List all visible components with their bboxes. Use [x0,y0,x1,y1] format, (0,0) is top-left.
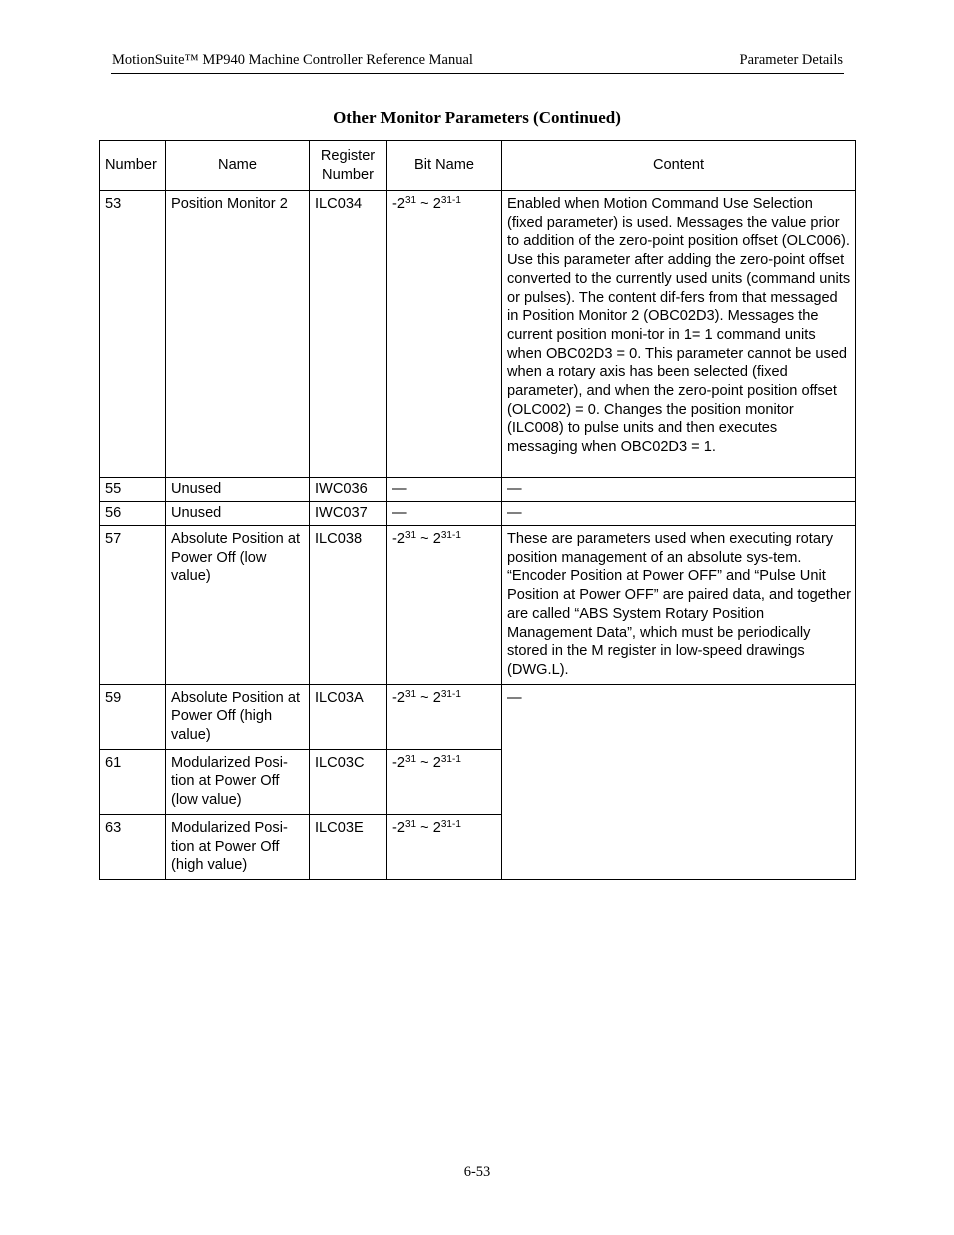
cell-name: Unused [166,478,310,502]
range-exp-pos: 31-1 [440,688,461,700]
range-exp-neg: 31 [404,195,417,206]
parameters-table [99,140,856,880]
table-row [100,684,856,749]
range-separator: ~ [416,196,433,212]
column-header-content: Content [502,141,856,191]
column-header-name: Name [166,141,310,191]
cell-register: IWC036 [310,478,387,502]
cell-register: ILC038 [310,526,387,685]
range-separator: ~ [416,754,433,771]
column-header-register-number: Register Number [310,141,387,191]
cell-number: 63 [100,814,166,879]
table-row [100,191,856,478]
cell-bit-name [387,191,502,478]
range-exp-pos: 31-1 [440,753,461,765]
table-header-row [100,141,856,191]
cell-content: Enabled when Motion Command Use Selection (fixed parameter) is used. Messages the value prior to addition of the zero-point position offset (OLC006). Use this parameter after adding the zero-point offset converted to the currently used units (command units or pulses). The content dif-fers from that messaged in Position Monitor 2 (OBC02D3). Messages the current position moni-tor in 1= 1 command units when OBC02D3 = 0. This parameter cannot be used when a rotary axis has been selected (fixed parameter), and when the zero-point position offset (OLC002) = 0. Changes the position monitor (ILC008) to pulse units and then executes messaging when OBC02D3 = 1. [502,191,856,478]
range-exp-neg: 31 [404,688,417,700]
cell-content: — [502,478,856,502]
cell-name: Unused [166,502,310,526]
table-row [100,478,856,502]
cell-number: 57 [100,526,166,685]
range-base-neg: -2 [392,196,405,212]
cell-bit-name: — [387,478,502,502]
cell-register: ILC034 [310,191,387,478]
range-base-neg: -2 [392,689,405,706]
range-exp-pos: 31-1 [440,195,461,206]
cell-content: — [502,684,856,879]
range-base-pos: 2 [432,196,441,212]
range-base-neg: -2 [392,531,405,547]
cell-name: Absolute Position at Power Off (high value) [166,684,310,749]
cell-number: 55 [100,478,166,502]
range-separator: ~ [416,689,433,706]
cell-register: ILC03C [310,749,387,814]
range-base-pos: 2 [432,531,441,547]
range-base-pos: 2 [432,754,441,771]
range-exp-pos: 31-1 [440,818,461,830]
cell-bit-name [387,814,502,879]
table-row [100,502,856,526]
cell-number: 56 [100,502,166,526]
cell-register: IWC037 [310,502,387,526]
cell-bit-name [387,749,502,814]
cell-bit-name [387,684,502,749]
cell-register: ILC03E [310,814,387,879]
section-title: Parameter Details [739,52,843,68]
cell-content: These are parameters used when executing rotary position management of an absolute sys-tem. “Encoder Position at Power OFF” and “Pulse Unit Position at Power OFF” are paired data, and together are called “ABS System Rotary Position Management Data”, which must be periodically stored in the M register in low-speed drawings (DWG.L). [502,526,856,685]
manual-title: MotionSuite™ MP940 Machine Controller Reference Manual [112,52,473,68]
column-header-number: Number [100,141,166,191]
range-exp-pos: 31-1 [440,530,461,541]
cell-number: 61 [100,749,166,814]
range-base-pos: 2 [432,819,441,836]
cell-name: Position Monitor 2 [166,191,310,478]
range-base-neg: -2 [392,819,405,836]
column-header-bit-name: Bit Name [387,141,502,191]
range-exp-neg: 31 [404,530,417,541]
range-exp-neg: 31 [404,753,417,765]
cell-bit-name: — [387,502,502,526]
cell-bit-name [387,526,502,685]
page-header [111,52,844,74]
range-separator: ~ [416,819,433,836]
cell-register: ILC03A [310,684,387,749]
range-base-neg: -2 [392,754,405,771]
cell-name: Absolute Position at Power Off (low value) [166,526,310,685]
table-row [100,526,856,685]
cell-number: 53 [100,191,166,478]
cell-name: Modularized Posi-tion at Power Off (high value) [166,814,310,879]
cell-number: 59 [100,684,166,749]
range-base-pos: 2 [432,689,441,706]
page-number: 6-53 [463,1164,491,1180]
cell-name: Modularized Posi-tion at Power Off (low value) [166,749,310,814]
range-separator: ~ [416,531,433,547]
cell-content: — [502,502,856,526]
range-exp-neg: 31 [404,818,417,830]
table-title: Other Monitor Parameters (Continued) [333,108,621,127]
